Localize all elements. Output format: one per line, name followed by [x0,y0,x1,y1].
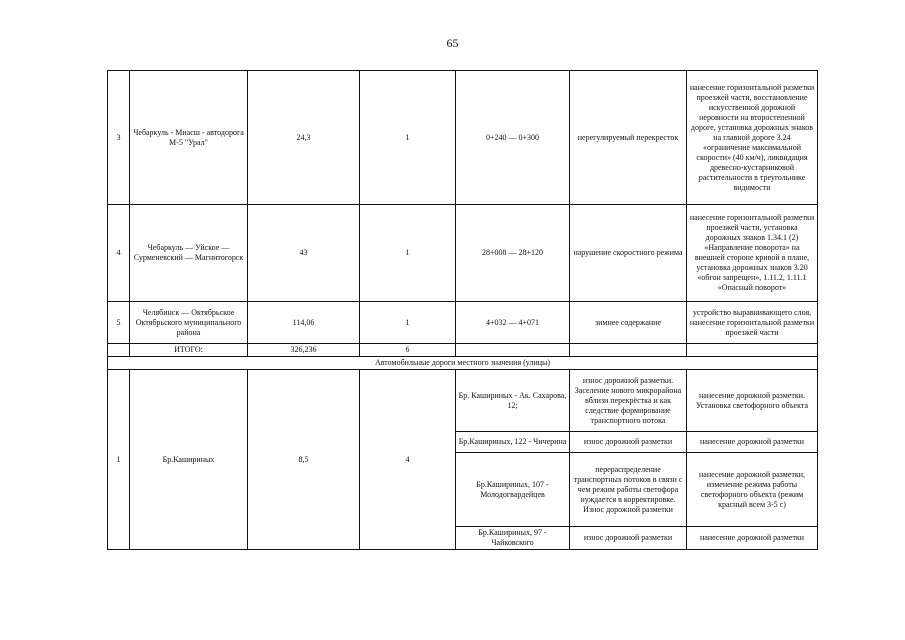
road-accident-table [107,70,818,550]
row-number: 1 [108,370,130,550]
location: Бр. Кашириных - Ак. Сахарова, 12; [456,370,570,432]
road-length: 8,5 [248,370,360,550]
row-number: 5 [108,302,130,344]
site-count: 1 [360,205,456,302]
location: Бр.Кашириных, 122 - Чичерина [456,432,570,453]
total-count: 6 [360,344,456,357]
accident-cause: нарушение скоростного режима [570,205,687,302]
road-length: 24,3 [248,71,360,205]
total-row [108,344,818,357]
location: Бр.Кашириных, 97 - Чайковского [456,527,570,550]
measures: нанесение дорожной разметки [687,432,818,453]
table-row [108,71,818,205]
location: Бр.Кашириных, 107 - Молодогвардейцев [456,453,570,527]
table-row [108,370,818,432]
table-row [108,302,818,344]
total-label: ИТОГО: [130,344,248,357]
measures: нанесение дорожной разметки, изменение режима работы светофорного объекта (режим красный всем 3-5 с) [687,453,818,527]
section-header: Автомобильные дороги местного значения (улицы) [108,357,818,370]
kilometer-range: 0+240 — 0+300 [456,71,570,205]
road-name: Чебаркуль — Уйское — Сурменевский — Магнитогорск [130,205,248,302]
kilometer-range: 4+032 — 4+071 [456,302,570,344]
road-length: 114,06 [248,302,360,344]
road-name: Челябинск — Октябрьское Октябрьского муниципального района [130,302,248,344]
accident-cause: износ дорожной разметки [570,527,687,550]
measures: нанесение горизонтальной разметки проезжей части, установка дорожных знаков 1.34.1 (2) «Направление поворота» на внешней стороне кривой в плане, установка дорожных знаков 3.20 «обгон запрещен», 1.11.2, 1.11.1 «Опасный поворот» [687,205,818,302]
site-count: 4 [360,370,456,550]
road-length: 43 [248,205,360,302]
row-number: 4 [108,205,130,302]
accident-cause: зимнее содержание [570,302,687,344]
road-name: Бр.Кашириных [130,370,248,550]
road-name: Чебаркуль - Миасш - автодорога М-5 "Урал" [130,71,248,205]
measures: нанесение дорожной разметки [687,527,818,550]
section-header-row [108,357,818,370]
table-row [108,205,818,302]
row-number: 3 [108,71,130,205]
measures: нанесение горизонтальной разметки проезжей части, восстановление искусственной дорожной неровности на второстепенной дороге, установка дорожных знаков на главной дороге 3.24 «ограничение максимальной скорости» (40 км/ч), ликвидация древесно-кустарниковой растительности в треугольнике видимости [687,71,818,205]
accident-cause: износ дорожной разметки. Заселение нового микрорайона вблизи перекрёстка и как следствие формирование транспортного потока [570,370,687,432]
site-count: 1 [360,302,456,344]
page-number: 65 [446,36,459,50]
site-count: 1 [360,71,456,205]
total-length: 326,236 [248,344,360,357]
accident-cause: нерегулируемый перекресток [570,71,687,205]
measures: устройство выравнивающего слоя, нанесение горизонтальной разметки проезжей части [687,302,818,344]
accident-cause: износ дорожной разметки [570,432,687,453]
accident-cause: перераспределение транспортных потоков в связи с чем режим работы светофора нуждается в корректировке. Износ дорожной разметки [570,453,687,527]
measures: нанесение дорожной разметки. Установка светофорного объекта [687,370,818,432]
kilometer-range: 28+008 — 28+120 [456,205,570,302]
